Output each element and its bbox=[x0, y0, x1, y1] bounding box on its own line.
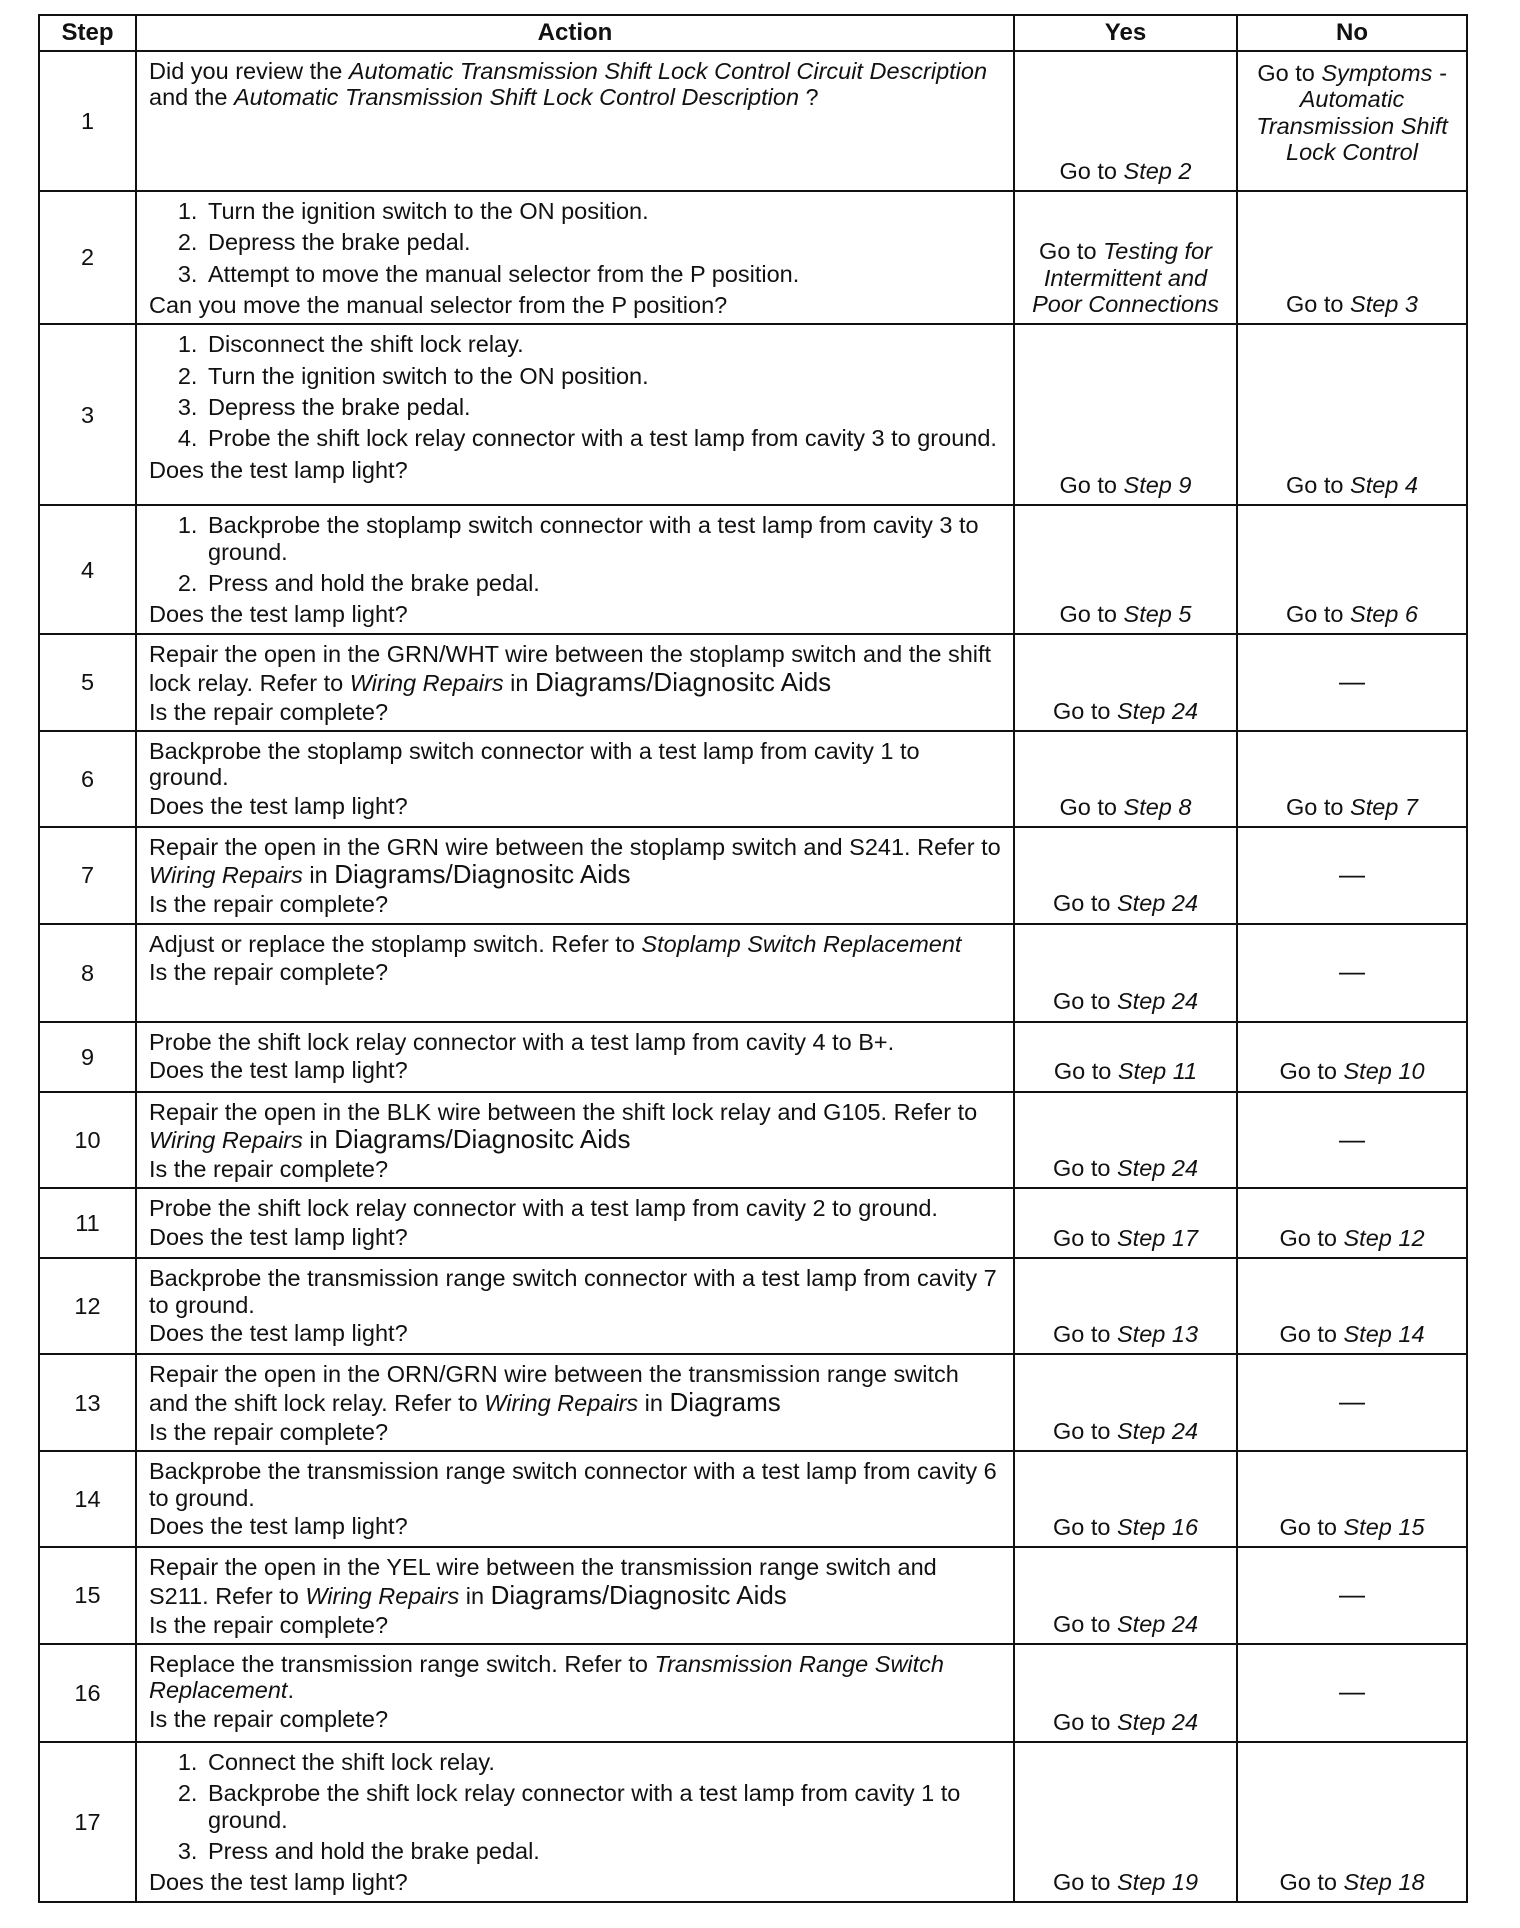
no-link[interactable]: Step 6 bbox=[1350, 600, 1418, 627]
yes-cell bbox=[1014, 1022, 1237, 1092]
yes-cell bbox=[1014, 827, 1237, 924]
yes-cell bbox=[1014, 1742, 1237, 1902]
step-number: 8 bbox=[39, 924, 136, 1022]
action-text: Probe the shift lock relay connector with a test lamp from cavity 2 to ground. bbox=[149, 1195, 938, 1222]
yes-cell bbox=[1014, 634, 1237, 731]
no-dash: — bbox=[1339, 956, 1365, 987]
yes-prefix: Go to bbox=[1052, 697, 1117, 724]
action-reference[interactable]: Diagrams/Diagnositc Aids bbox=[490, 1579, 787, 1610]
table-row bbox=[39, 1022, 1467, 1092]
step-number: 10 bbox=[39, 1092, 136, 1189]
no-prefix: Go to bbox=[1286, 290, 1351, 317]
no-prefix: Go to bbox=[1286, 600, 1351, 627]
action-step: 3. Depress the brake pedal. bbox=[204, 394, 1001, 420]
action-reference[interactable]: Stoplamp Switch Replacement bbox=[641, 930, 962, 957]
action-reference[interactable]: Diagrams/Diagnositc Aids bbox=[334, 859, 631, 890]
yes-link[interactable]: Step 24 bbox=[1117, 697, 1199, 724]
no-cell bbox=[1237, 634, 1467, 731]
yes-link[interactable]: Step 13 bbox=[1117, 1321, 1199, 1348]
action-text: Backprobe the stoplamp switch connector with a test lamp from cavity 1 to ground. bbox=[149, 737, 920, 791]
no-link[interactable]: Step 4 bbox=[1350, 471, 1418, 498]
action-step: 1. Connect the shift lock relay. bbox=[204, 1749, 1001, 1775]
step-number: 12 bbox=[39, 1258, 136, 1354]
yes-prefix: Go to bbox=[1052, 988, 1117, 1015]
action-question: Is the repair complete? bbox=[149, 891, 389, 918]
step-number: 15 bbox=[39, 1547, 136, 1644]
table-row bbox=[39, 191, 1467, 324]
action-question: Is the repair complete? bbox=[149, 1705, 389, 1732]
table-row bbox=[39, 1644, 1467, 1742]
yes-prefix: Go to bbox=[1052, 890, 1117, 917]
action-cell bbox=[136, 51, 1014, 191]
action-cell bbox=[136, 1188, 1014, 1258]
step-number: 4 bbox=[39, 505, 136, 634]
table-row bbox=[39, 1092, 1467, 1189]
no-cell bbox=[1237, 1258, 1467, 1354]
action-text: Repair the open in the GRN/WHT wire between the stoplamp switch and the shift lock relay. Refer to bbox=[149, 641, 992, 696]
no-cell bbox=[1237, 1354, 1467, 1451]
action-cell bbox=[136, 1547, 1014, 1644]
yes-link[interactable]: Testing for Intermittent and Poor Connections bbox=[1032, 238, 1219, 317]
yes-prefix: Go to bbox=[1052, 1155, 1117, 1182]
step-number: 6 bbox=[39, 731, 136, 827]
no-link[interactable]: Step 15 bbox=[1343, 1513, 1425, 1540]
no-link[interactable]: Step 18 bbox=[1343, 1868, 1425, 1895]
no-link[interactable]: Symptoms - Automatic Transmission Shift Lock Control bbox=[1256, 60, 1448, 165]
action-step: 3. Press and hold the brake pedal. bbox=[204, 1838, 1001, 1864]
action-question: Does the test lamp light? bbox=[149, 456, 408, 483]
no-prefix: Go to bbox=[1279, 1058, 1344, 1085]
yes-link[interactable]: Step 5 bbox=[1123, 600, 1192, 627]
action-text: Repair the open in the ORN/GRN wire between the transmission range switch and the shift lock relay. Refer to bbox=[149, 1361, 959, 1416]
yes-link[interactable]: Step 11 bbox=[1117, 1058, 1198, 1085]
no-dash: — bbox=[1339, 858, 1365, 889]
no-dash: — bbox=[1339, 1676, 1365, 1707]
yes-prefix: Go to bbox=[1059, 157, 1124, 184]
yes-link[interactable]: Step 24 bbox=[1117, 890, 1199, 917]
action-question: Does the test lamp light? bbox=[149, 601, 408, 628]
step-number: 13 bbox=[39, 1354, 136, 1451]
action-cell bbox=[136, 1092, 1014, 1189]
header-action: Action bbox=[136, 15, 1014, 51]
action-cell bbox=[136, 505, 1014, 634]
no-cell bbox=[1237, 1742, 1467, 1902]
yes-prefix: Go to bbox=[1053, 1058, 1118, 1085]
yes-cell bbox=[1014, 1547, 1237, 1644]
action-text: Adjust or replace the stoplamp switch. Refer to bbox=[149, 930, 642, 957]
step-number: 11 bbox=[39, 1188, 136, 1258]
table-row bbox=[39, 1258, 1467, 1354]
yes-cell bbox=[1014, 505, 1237, 634]
header-yes: Yes bbox=[1014, 15, 1237, 51]
no-prefix: Go to bbox=[1279, 1868, 1344, 1895]
no-cell bbox=[1237, 1451, 1467, 1547]
action-cell bbox=[136, 1451, 1014, 1547]
yes-prefix: Go to bbox=[1052, 1610, 1117, 1637]
table-row bbox=[39, 51, 1467, 191]
no-cell bbox=[1237, 191, 1467, 324]
no-cell bbox=[1237, 731, 1467, 827]
action-cell bbox=[136, 1742, 1014, 1902]
step-number: 14 bbox=[39, 1451, 136, 1547]
no-cell bbox=[1237, 324, 1467, 505]
step-number: 17 bbox=[39, 1742, 136, 1902]
table-row bbox=[39, 1451, 1467, 1547]
action-text: in bbox=[302, 862, 335, 889]
yes-cell bbox=[1014, 1188, 1237, 1258]
yes-cell bbox=[1014, 1354, 1237, 1451]
action-question: Is the repair complete? bbox=[149, 1418, 389, 1445]
no-cell bbox=[1237, 827, 1467, 924]
action-step: 1. Disconnect the shift lock relay. bbox=[204, 331, 1001, 357]
action-reference[interactable]: Diagrams/Diagnositc Aids bbox=[534, 666, 832, 697]
yes-cell bbox=[1014, 1092, 1237, 1189]
no-dash: — bbox=[1339, 1579, 1365, 1609]
action-text: in bbox=[503, 669, 535, 696]
yes-cell bbox=[1014, 191, 1237, 324]
yes-prefix: Go to bbox=[1059, 471, 1124, 498]
action-question: Is the repair complete? bbox=[149, 698, 389, 725]
action-reference: Automatic Transmission Shift Lock Control Circuit Description bbox=[348, 58, 988, 84]
yes-cell bbox=[1014, 1451, 1237, 1547]
action-text: ? bbox=[799, 84, 819, 111]
no-cell bbox=[1237, 1188, 1467, 1258]
no-prefix: Go to bbox=[1279, 1321, 1344, 1348]
no-prefix: Go to bbox=[1286, 471, 1351, 498]
yes-prefix: Go to bbox=[1052, 1321, 1117, 1348]
action-text: Probe the shift lock relay connector with a test lamp from cavity 4 to B+. bbox=[149, 1028, 895, 1055]
yes-prefix: Go to bbox=[1052, 1417, 1117, 1444]
action-step: 2. Depress the brake pedal. bbox=[204, 229, 1001, 255]
yes-prefix: Go to bbox=[1052, 1868, 1117, 1895]
action-text: Repair the open in the YEL wire between the transmission range switch and S211. Refer to bbox=[149, 1554, 937, 1609]
yes-link[interactable]: Step 17 bbox=[1117, 1225, 1199, 1252]
yes-link[interactable]: Step 8 bbox=[1123, 793, 1192, 820]
action-cell bbox=[136, 731, 1014, 827]
yes-link[interactable]: Step 24 bbox=[1117, 1610, 1199, 1637]
no-cell bbox=[1237, 51, 1467, 191]
no-cell bbox=[1237, 1092, 1467, 1189]
action-step: 4. Probe the shift lock relay connector with a test lamp from cavity 3 to ground. bbox=[204, 425, 1001, 451]
yes-link[interactable]: Step 24 bbox=[1117, 1708, 1199, 1735]
action-text: in bbox=[302, 1127, 335, 1154]
yes-cell bbox=[1014, 1644, 1237, 1742]
action-step: 1. Backprobe the stoplamp switch connector with a test lamp from cavity 3 to ground. bbox=[204, 512, 1001, 565]
action-text: Repair the open in the GRN wire between the stoplamp switch and S241. Refer to bbox=[149, 833, 1001, 860]
table-row bbox=[39, 731, 1467, 827]
no-prefix: Go to bbox=[1279, 1513, 1344, 1540]
no-link[interactable]: Step 10 bbox=[1343, 1058, 1425, 1085]
action-cell bbox=[136, 1258, 1014, 1354]
no-prefix: Go to bbox=[1279, 1225, 1344, 1252]
step-number: 3 bbox=[39, 324, 136, 505]
step-number: 9 bbox=[39, 1022, 136, 1092]
no-link[interactable]: Step 7 bbox=[1350, 793, 1418, 820]
action-cell bbox=[136, 191, 1014, 324]
yes-cell bbox=[1014, 1258, 1237, 1354]
no-cell bbox=[1237, 924, 1467, 1022]
no-dash: — bbox=[1339, 1386, 1365, 1417]
action-question: Does the test lamp light? bbox=[149, 1057, 408, 1084]
action-reference[interactable]: Wiring Repairs bbox=[149, 1127, 303, 1154]
action-cell bbox=[136, 1354, 1014, 1451]
action-text: in bbox=[459, 1582, 491, 1609]
table-row bbox=[39, 924, 1467, 1022]
table-row bbox=[39, 505, 1467, 634]
no-link[interactable]: Step 12 bbox=[1343, 1225, 1425, 1252]
no-prefix: Go to bbox=[1257, 60, 1322, 86]
header-step: Step bbox=[39, 15, 136, 51]
action-question: Does the test lamp light? bbox=[149, 1223, 408, 1250]
yes-link[interactable]: Step 16 bbox=[1117, 1513, 1199, 1540]
action-reference[interactable]: Transmission Range Switch Replacement bbox=[149, 1650, 944, 1704]
yes-cell bbox=[1014, 731, 1237, 827]
action-text: in bbox=[638, 1389, 670, 1416]
step-number: 7 bbox=[39, 827, 136, 924]
table-row bbox=[39, 1188, 1467, 1258]
yes-prefix: Go to bbox=[1052, 1513, 1117, 1540]
action-reference[interactable]: Wiring Repairs bbox=[349, 669, 504, 696]
header-no: No bbox=[1237, 15, 1467, 51]
header-row bbox=[39, 15, 1467, 51]
action-text: . bbox=[287, 1677, 294, 1704]
action-question: Can you move the manual selector from the P position? bbox=[149, 291, 728, 318]
action-step: 2. Press and hold the brake pedal. bbox=[204, 570, 1001, 596]
table-row bbox=[39, 1742, 1467, 1902]
action-question: Does the test lamp light? bbox=[149, 1512, 408, 1539]
yes-link[interactable]: Step 19 bbox=[1117, 1868, 1199, 1895]
no-cell bbox=[1237, 505, 1467, 634]
yes-link[interactable]: Step 24 bbox=[1117, 1155, 1199, 1182]
yes-prefix: Go to bbox=[1052, 1708, 1117, 1735]
yes-cell bbox=[1014, 324, 1237, 505]
action-reference: Automatic Transmission Shift Lock Control Description bbox=[233, 84, 800, 111]
yes-link[interactable]: Step 2 bbox=[1123, 157, 1192, 184]
action-question: Is the repair complete? bbox=[149, 959, 389, 986]
no-cell bbox=[1237, 1644, 1467, 1742]
action-step: 2. Backprobe the shift lock relay connector with a test lamp from cavity 1 to ground. bbox=[204, 1780, 1001, 1833]
yes-link[interactable]: Step 9 bbox=[1123, 471, 1192, 498]
action-reference[interactable]: Wiring Repairs bbox=[484, 1389, 639, 1416]
no-cell bbox=[1237, 1547, 1467, 1644]
table-row bbox=[39, 827, 1467, 924]
action-text: Backprobe the transmission range switch connector with a test lamp from cavity 6 to ground. bbox=[149, 1458, 997, 1511]
table-row bbox=[39, 1354, 1467, 1451]
no-link[interactable]: Step 3 bbox=[1350, 290, 1418, 317]
action-text: Did you review the bbox=[149, 58, 349, 84]
action-step: 3. Attempt to move the manual selector from the P position. bbox=[204, 261, 1001, 287]
action-cell bbox=[136, 1644, 1014, 1742]
step-number: 5 bbox=[39, 634, 136, 731]
action-step: 2. Turn the ignition switch to the ON position. bbox=[204, 363, 1001, 389]
yes-link[interactable]: Step 24 bbox=[1117, 1417, 1199, 1444]
action-cell bbox=[136, 924, 1014, 1022]
yes-cell bbox=[1014, 51, 1237, 191]
action-question: Is the repair complete? bbox=[149, 1156, 389, 1183]
action-cell bbox=[136, 324, 1014, 505]
action-text: and the bbox=[149, 84, 234, 111]
step-number: 16 bbox=[39, 1644, 136, 1742]
yes-link[interactable]: Step 24 bbox=[1117, 988, 1199, 1015]
action-step: 1. Turn the ignition switch to the ON position. bbox=[204, 198, 1001, 224]
action-cell bbox=[136, 1022, 1014, 1092]
yes-prefix: Go to bbox=[1059, 793, 1124, 820]
action-question: Does the test lamp light? bbox=[149, 792, 408, 819]
action-steps bbox=[149, 198, 1001, 287]
action-steps bbox=[149, 331, 1001, 451]
action-reference[interactable]: Diagrams bbox=[669, 1386, 781, 1417]
table-row bbox=[39, 324, 1467, 505]
action-text: Repair the open in the BLK wire between the shift lock relay and G105. Refer to bbox=[149, 1098, 978, 1125]
yes-prefix: Go to bbox=[1052, 1225, 1117, 1252]
no-prefix: Go to bbox=[1286, 793, 1351, 820]
no-link[interactable]: Step 14 bbox=[1343, 1321, 1425, 1348]
action-question: Is the repair complete? bbox=[149, 1611, 389, 1638]
action-reference[interactable]: Diagrams/Diagnositc Aids bbox=[334, 1124, 631, 1155]
action-reference[interactable]: Wiring Repairs bbox=[149, 862, 303, 889]
action-text: Replace the transmission range switch. Refer to bbox=[149, 1650, 655, 1677]
no-dash: — bbox=[1339, 1123, 1365, 1154]
step-number: 1 bbox=[39, 51, 136, 191]
action-steps bbox=[149, 1749, 1001, 1864]
no-dash: — bbox=[1339, 666, 1365, 697]
step-number: 2 bbox=[39, 191, 136, 324]
action-steps bbox=[149, 512, 1001, 596]
action-reference[interactable]: Wiring Repairs bbox=[305, 1582, 460, 1609]
action-question: Does the test lamp light? bbox=[149, 1320, 408, 1347]
yes-cell bbox=[1014, 924, 1237, 1022]
diagnostic-table bbox=[38, 14, 1468, 1903]
yes-prefix: Go to bbox=[1039, 238, 1104, 265]
action-cell bbox=[136, 827, 1014, 924]
action-text: Backprobe the transmission range switch connector with a test lamp from cavity 7 to ground. bbox=[149, 1265, 997, 1318]
table-row bbox=[39, 634, 1467, 731]
no-cell bbox=[1237, 1022, 1467, 1092]
action-question: Does the test lamp light? bbox=[149, 1869, 408, 1896]
table-row bbox=[39, 1547, 1467, 1644]
yes-prefix: Go to bbox=[1059, 600, 1124, 627]
action-cell bbox=[136, 634, 1014, 731]
